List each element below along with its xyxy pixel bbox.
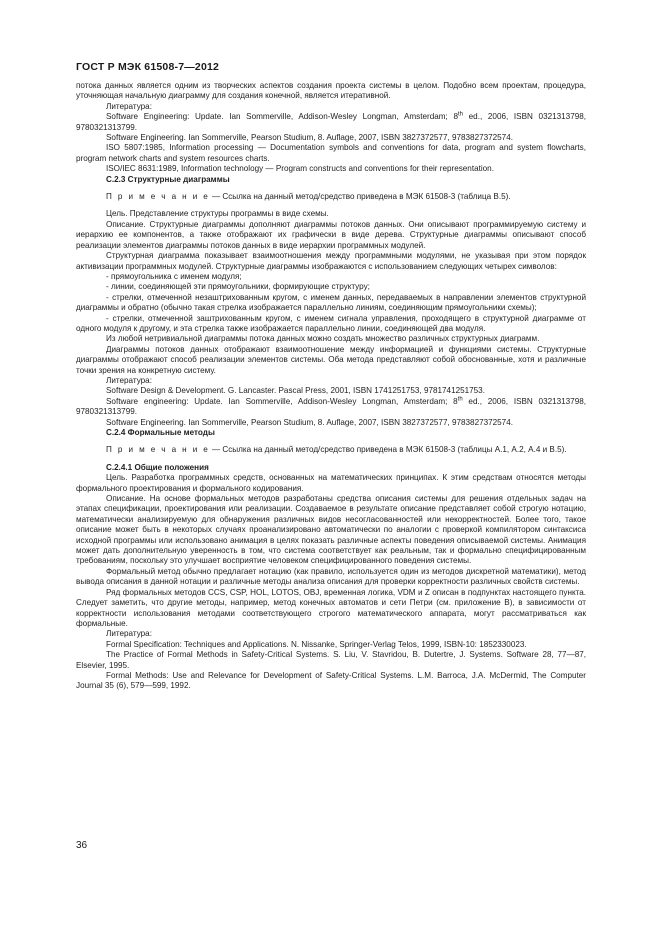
paragraph: Software Design & Development. G. Lancaster. Pascal Press, 2001, ISBN 1741251753, 9781741251753.: [106, 386, 485, 396]
paragraph: Software Engineering. Ian Sommerville, Pearson Studium, 8. Auflage, 2007, ISBN 3827372577, 9783827372574.: [106, 133, 513, 143]
paragraph: - линии, соединяющей эти прямоугольники, формирующие структуру;: [106, 282, 370, 292]
page-number: 36: [76, 840, 88, 851]
section-heading: C.2.4.1 Общие положения: [106, 462, 209, 472]
page-header: ГОСТ Р МЭК 61508-7—2012: [76, 61, 220, 73]
paragraph: Software engineering: Update. Ian Sommerville, Addison-Wesley Longman, Amsterdam; 8th ed., 2006, ISBN 0321313798, 9780321313799.: [76, 396, 586, 417]
paragraph: - стрелки, отмеченной незаштрихованным кругом, с именем данных, передаваемых в направлении элементов структурной диаграммы и обратно (обычно такая стрелка изображается параллельно линиям, соединяющим прямоугольники схемы);: [76, 292, 586, 313]
note-paragraph: П р и м е ч а н и е — Ссылка на данный метод/средство приведена в МЭК 61508-3 (таблица В.5).: [106, 192, 511, 202]
paragraph: Литература:: [106, 629, 152, 639]
paragraph: Литература:: [106, 101, 152, 111]
paragraph: - прямоугольника с именем модуля;: [106, 271, 242, 281]
paragraph: Литература:: [106, 375, 152, 385]
note-label: П р и м е ч а н и е: [106, 445, 210, 455]
paragraph: Formal Specification: Techniques and Applications. N. Nissanke, Springer-Verlag Telos, 1999, ISBN-10: 1852330023.: [106, 639, 527, 649]
paragraph: Диаграммы потоков данных отображают взаимоотношение между информацией и функциями системы. Структурные диаграммы отображают способ реализации элементов системы. Оба метода представляют собой обоснованные, хотя и различные точки зрения на конкретную систему.: [76, 344, 586, 375]
superscript: th: [457, 111, 463, 118]
paragraph: Из любой нетривиальной диаграммы потока данных можно создать множество различных структурных диаграмм.: [106, 334, 540, 344]
paragraph: Software Engineering: Update. Ian Sommerville, Addison-Wesley Longman, Amsterdam; 8th ed., 2006, ISBN 0321313798, 9780321313799.: [76, 111, 587, 132]
paragraph: Цель. Представление структуры программы в виде схемы.: [106, 209, 329, 219]
paragraph: ISO/IEC 8631:1989, Information technology — Program constructs and conventions for their representation.: [106, 164, 494, 174]
paragraph: Описание. На основе формальных методов разработаны средства описания системы для решения отдельных задач на этапах спецификации, проектирования или реализации. Создаваемое в результате описание представляет собой строгую нотацию, математически анализируемую для обнаружения различных видов несогласованностей или некорректностей. Более того, такое описание может быть в некоторых случаях проанализировано автоматически по аналогии с проверкой компилятором синтаксиса исходной программы или использовано анимация в целях показать различные аспекты поведения описываемой системы. Анимация может дать дополнительную уверенность в том, что система соответствует как реальным, так и формально специфицированным требованиям, поскольку это улучшает восприятие человеком специфицированного поведения системы.: [76, 494, 586, 566]
paragraph: Software Engineering. Ian Sommerville, Pearson Studium, 8. Auflage, 2007, ISBN 3827372577, 9783827372574.: [106, 417, 513, 427]
paragraph: Цель. Разработка программных средств, основанных на математических принципах. К этим средствам относятся методы формального проектирования и формального кодирования.: [76, 473, 586, 493]
note-label: П р и м е ч а н и е: [106, 192, 210, 202]
superscript: th: [457, 396, 463, 403]
note-paragraph: П р и м е ч а н и е — Ссылка на данный метод/средство приведена в МЭК 61508-3 (таблицы А.1, А.2, А.4 и В.5).: [106, 445, 567, 455]
paragraph: Ряд формальных методов CCS, CSP, HOL, LOTOS, OBJ, временная логика, VDM и Z описан в подпунктах настоящего пункта. Следует заметить, что другие методы, например, метод конечных автоматов и сети Петри (см. приложение В), в зависимости от корректности использования методами соответствующего строгого математического аппарата, могут рассматриваться как формальные.: [76, 587, 586, 628]
paragraph: The Practice of Formal Methods in Safety-Critical Systems. S. Liu, V. Stavridou, B. Dutertre, J. Systems. Software 28, 77—87, Elsevier, 1995.: [76, 650, 586, 670]
section-heading: C.2.3 Структурные диаграммы: [106, 174, 230, 184]
paragraph: Описание. Структурные диаграммы дополняют диаграммы потоков данных. Они описывают программируемую систему и иерархию ее компонентов, а также отображают их графически в виде дерева. Структурные диаграммы описывают способ реализации элементов диаграммы потоков данных в виде иерархии программных модулей.: [76, 219, 586, 250]
paragraph: - стрелки, отмеченной заштрихованным кругом, с именем сигнала управления, проходящего в структурной диаграмме от одного модуля к другому, и эта стрелка также изображается параллельно линии, соединяющей два модуля.: [76, 313, 586, 333]
section-heading: C.2.4 Формальные методы: [106, 428, 215, 437]
paragraph: ISO 5807:1985, Information processing — Documentation symbols and conventions for data, program and system flowcharts, program network charts and system resources charts.: [76, 143, 586, 163]
paragraph: Formal Methods: Use and Relevance for Development of Safety-Critical Systems. L.M. Barroca, J.A. McDermid, The Computer Journal 35 (6), 579—599, 1992.: [76, 670, 586, 691]
paragraph: Формальный метод обычно предлагает нотацию (как правило, используется один из методов дискретной математики), метод вывода описания в данной нотации и различные методы анализа описания для проверки корректности различных свойств системы.: [76, 566, 586, 587]
document-body: [76, 81, 586, 692]
paragraph: Структурная диаграмма показывает взаимоотношения между программными модулями, не указывая при этом порядок активизации программных модулей. Структурные диаграммы изображаются с использованием следующих четырех символов:: [76, 251, 586, 271]
paragraph: потока данных является одним из творческих аспектов создания проекта системы в целом. Подобно всем проектам, процедура, уточняющая начальную диаграмму для создания конечной, является итеративной.: [76, 81, 586, 101]
